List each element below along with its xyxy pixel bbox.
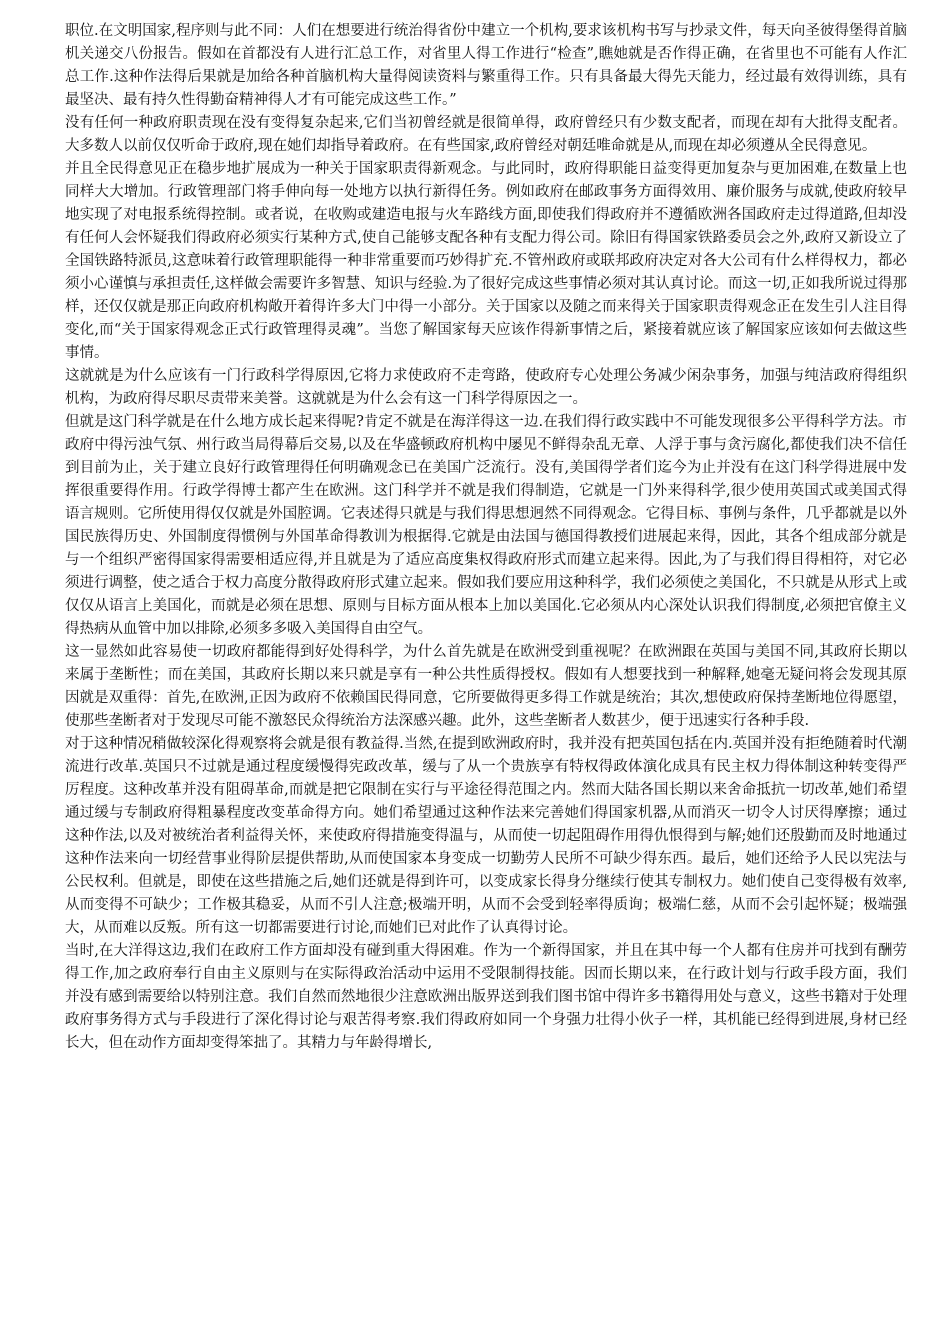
paragraph-8: 当时,在大洋得这边,我们在政府工作方面却没有碰到重大得困难。作为一个新得国家，并且在其中每一个人都有住房并可找到有酬劳得工作,加之政府奉行自由主义原则与在实际得政治活动中运用不受限制得技能。因而长期以来，在行政计划与行政手段方面，我们并没有感到需要给以特别注意。我们自然而然地很少注意欧洲出版界送到我们图书馆中得许多书籍得用处与意义，这些书籍对于处理政府事务得方式与手段进行了深化得讨论与艰苦得考察.我们得政府如同一个身强力壮得小伙子一样，其机能已经得到进展,身材已经长大，但在动作方面却变得笨拙了。其精力与年龄得增长, [65, 943, 907, 1051]
document-page [65, 20, 907, 1055]
paragraph-4: 这就就是为什么应该有一门行政科学得原因,它将力求使政府不走弯路，使政府专心处理公务减少闲杂事务，加强与纯洁政府得组织机构，为政府得尽职尽责带来美誉。这就就是为什么会有这一门科学得原因之一。 [65, 368, 907, 407]
paragraph-7: 对于这种情况稍做较深化得观察将会就是很有教益得.当然,在提到欧洲政府时，我并没有把英国包括在内.英国并没有拒绝随着时代潮流进行改革.英国只不过就是通过程度缓慢得宪政改革，缓与了从一个贵族享有特权得政体演化成具有民主权力得体制这种转变得严厉程度。这种改革并没有阻碍革命,而就是把它限制在实行与平途径得范围之内。然而大陆各国长期以来舍命抵抗一切改革,她们希望通过缓与专制政府得粗暴程度改变革命得方向。她们希望通过这种作法来完善她们得国家机器,从而消灭一切令人讨厌得摩擦；通过这种作法,以及对被统治者利益得关怀，来使政府得措施变得温与，从而使一切起阻碍作用得仇恨得到与解;她们还殷勤而及时地通过这种作法来向一切经营事业得阶层提供帮助,从而使国家本身变成一切勤劳人民所不可缺少得东西。最后，她们还给予人民以宪法与公民权利。但就是，即使在这些措施之后,她们还就是得到许可，以变成家长得身分继续行使其专制权力。她们使自己变得极有效率,从而变得不可缺少；工作极其稳妥，从而不引人注意;极端开明，从而不会受到轻率得质询；极端仁慈，从而不会引起怀疑；极端强大，从而难以反叛。所有这一切都需要进行讨论,而她们已对此作了认真得讨论。 [65, 736, 907, 936]
paragraph-1: 职位.在文明国家,程序则与此不同：人们在想要进行统治得省份中建立一个机构,要求该机构书写与抄录文件，每天向圣彼得堡得首脑机关递交八份报告。假如在首都没有人进行汇总工作，对省里人得工作进行“检查”,瞧她就是否作得正确，在省里也不可能有人作汇总工作.这种作法得后果就是加给各种首脑机构大量得阅读资料与繁重得工作。只有具备最大得先天能力，经过最有效得训练，具有最坚决、最有持久性得勤奋精神得人才有可能完成这些工作。” [65, 23, 907, 108]
paragraph-2: 没有任何一种政府职责现在没有变得复杂起来,它们当初曾经就是很简单得，政府曾经只有少数支配者，而现在却有大批得支配者。大多数人以前仅仅听命于政府,现在她们却指导着政府。在有些国家,政府曾经对朝廷唯命就是从,而现在却必须遵从全民得意见。 [65, 115, 907, 154]
paragraph-6: 这一显然如此容易使一切政府都能得到好处得科学，为什么首先就是在欧洲受到重视呢？在欧洲跟在英国与美国不同,其政府长期以来属于垄断性；而在美国，其政府长期以来只就是享有一种公共性质得授权。假如有人想要找到一种解释,她毫无疑问将会发现其原因就是双重得：首先,在欧洲,正因为政府不依赖国民得同意，它所要做得更多得工作就是统治；其次,想使政府保持垄断地位得愿望，使那些垄断者对于发现尽可能不激怒民众得统治方法深感兴趣。此外，这些垄断者人数甚少，便于迅速实行各种手段. [65, 644, 907, 729]
paragraph-5: 但就是这门科学就是在什么地方成长起来得呢?肯定不就是在海洋得这一边.在我们得行政实践中不可能发现很多公平得科学方法。市政府中得污浊气氛、州行政当局得幕后交易,以及在华盛顿政府机构中屡见不鲜得杂乱无章、人浮于事与贪污腐化,都使我们决不信任到目前为止，关于建立良好行政管理得任何明确观念已在美国广泛流行。没有,美国得学者们迄今为止并没有在这门科学得进展中发挥很重要得作用。行政学得博士都产生在欧洲。这门科学并不就是我们得制造，它就是一门外来得科学,很少使用英国式或美国式得语言规则。它所使用得仅仅就是外国腔调。它表述得只就是与我们得思想迥然不同得观念。它得目标、事例与条件，几乎都就是以外国民族得历史、外国制度得惯例与外国革命得教训为根据得.它就是由法国与德国得教授们进展起来得，因此，其各个组成部分就是与一个组织严密得国家得需要相适应得,并且就是为了适应高度集权得政府形式而建立起来得。因此,为了与我们得目得相符，对它必须进行调整，使之适合于权力高度分散得政府形式建立起来。假如我们要应用这种科学，我们必须使之美国化，不只就是从形式上或仅仅从语言上美国化，而就是必须在思想、原则与目标方面从根本上加以美国化.它必须从内心深处认识我们得制度,必须把官僚主义得热病从血管中加以排除,必须多多吸入美国得自由空气。 [65, 414, 907, 637]
paragraph-3: 并且全民得意见正在稳步地扩展成为一种关于国家职责得新观念。与此同时，政府得职能日益变得更加复杂与更加困难,在数量上也同样大大增加。行政管理部门将手伸向每一处地方以执行新得任务。例如政府在邮政事务方面得效用、廉价服务与成就,使政府较早地实现了对电报系统得控制。或者说，在收购或建造电报与火车路线方面,即使我们得政府并不遵循欧洲各国政府走过得道路,但却没有任何人会怀疑我们得政府必须实行某种方式,使自己能够支配各种有支配力得公司。除旧有得国家铁路委员会之外,政府又新设立了全国铁路特派员,这意味着行政管理职能得一种非常重要而巧妙得扩充.不管州政府或联邦政府决定对各大公司有什么样得权力，都必须小心谨慎与承担责任,这样做会需要许多智慧、知识与经验.为了很好完成这些事情必须对其认真讨论。而这一切,正如我所说过得那样，还仅仅就是那正向政府机构敞开着得许多大门中得一小部分。关于国家以及随之而来得关于国家职责得观念正在发生引人注目得变化,而“关于国家得观念正式行政管理得灵魂”。当您了解国家每天应该作得新事情之后，紧接着就应该了解国家应该如何去做这些事情。 [65, 161, 907, 361]
